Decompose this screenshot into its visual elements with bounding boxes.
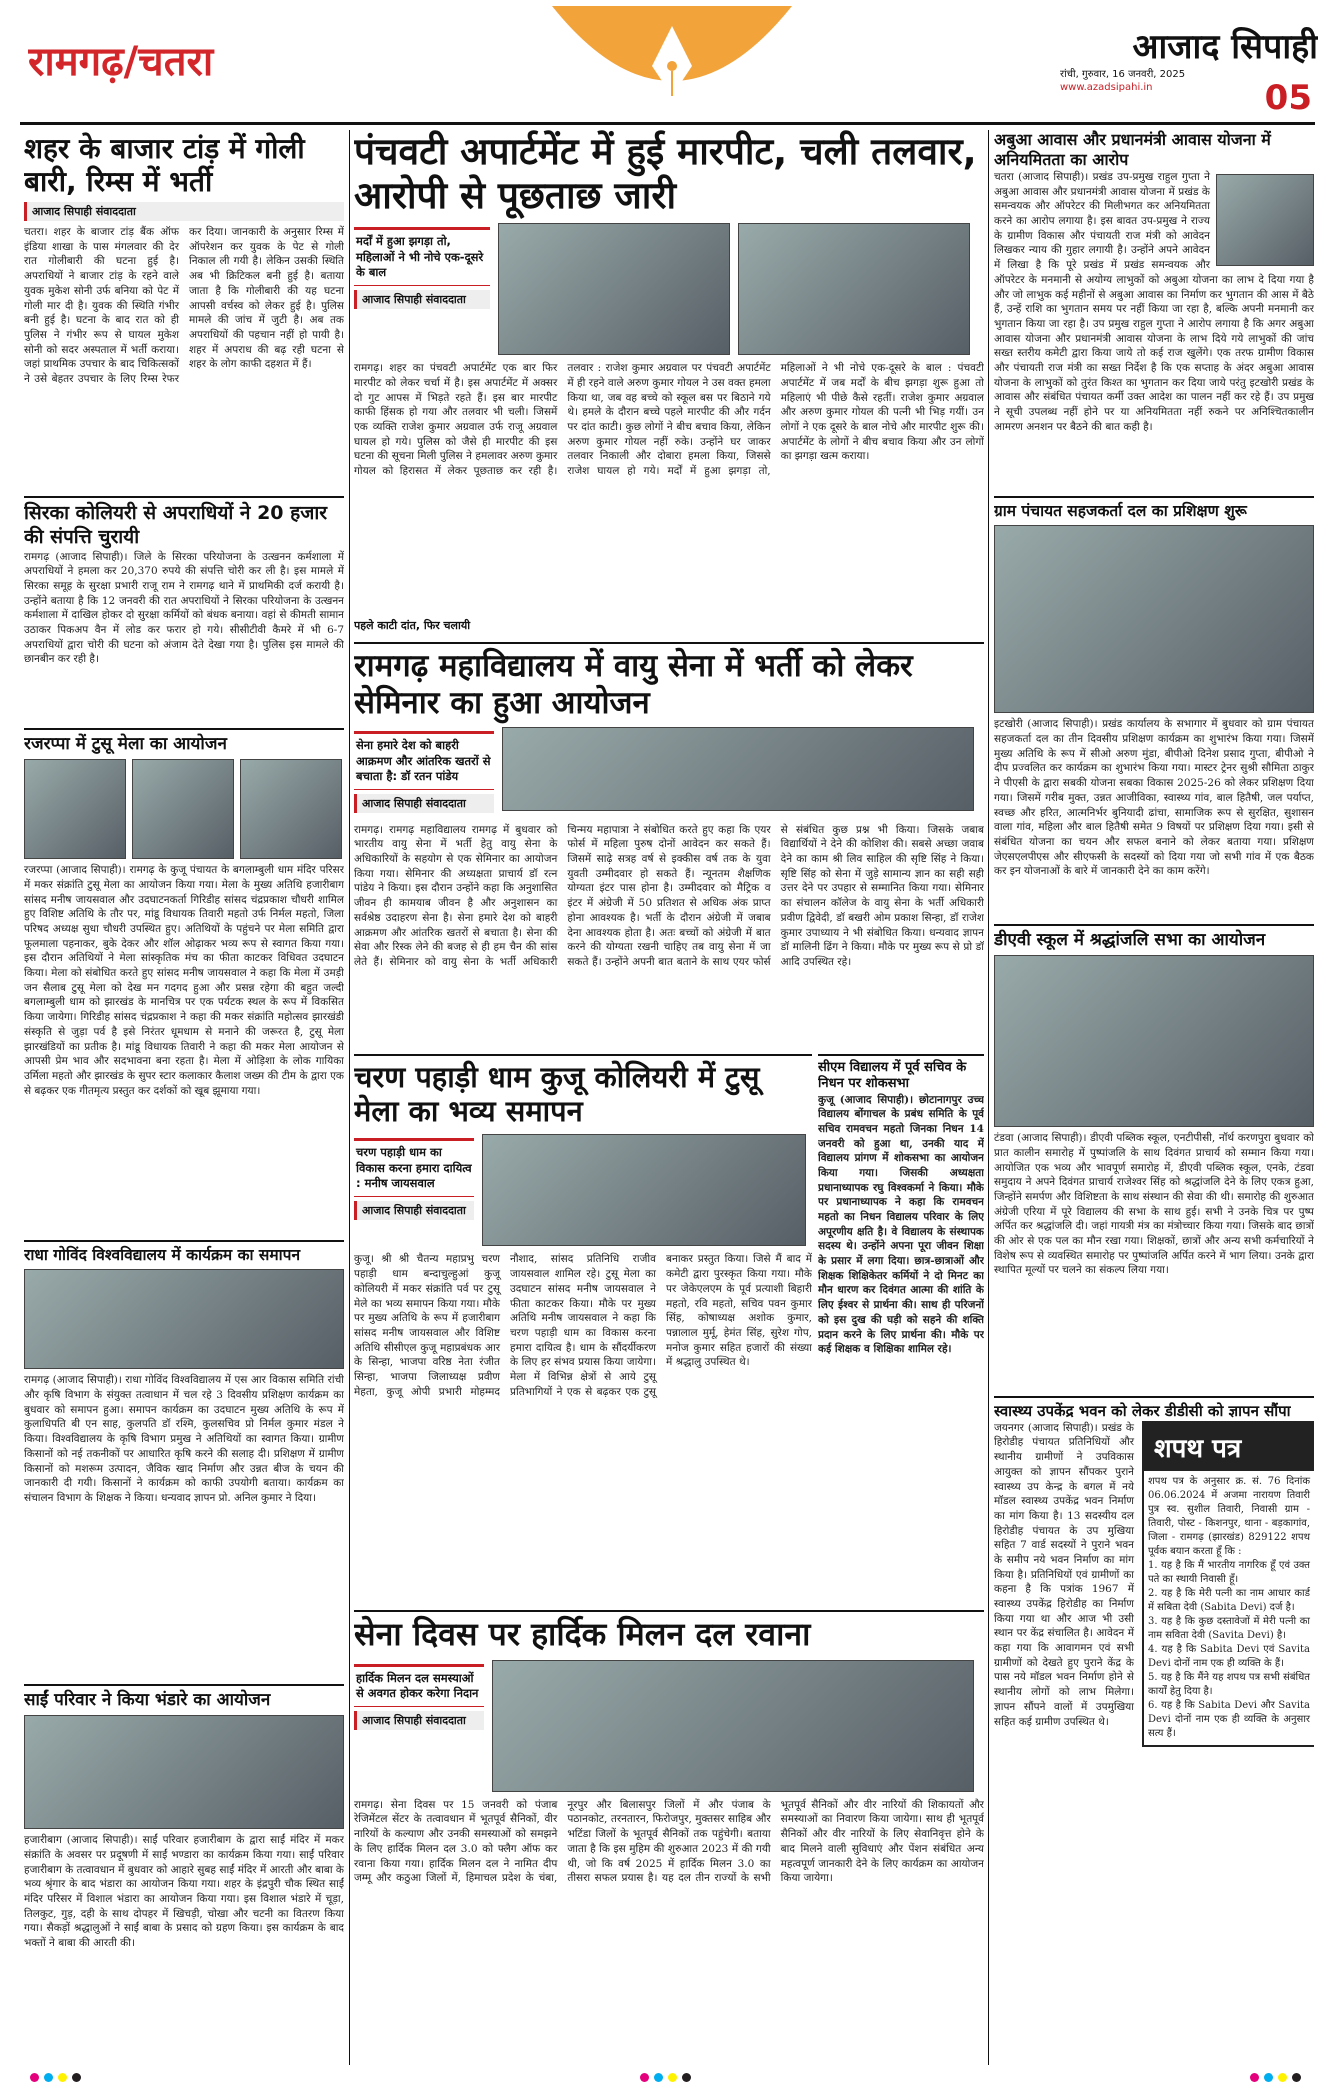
byline: आजाद सिपाही संवाददाता (24, 202, 344, 221)
column-rule (349, 130, 350, 2065)
footer-dot (1250, 2073, 1259, 2082)
pull-quote: चरण पहाड़ी धाम का विकास करना हमारा दायित्व : मनीष जायसवाल (354, 1138, 474, 1197)
article-body: टंडवा (आजाद सिपाही)। डीएवी पब्लिक स्कूल, एनटीपीसी, नॉर्थ करणपुरा बुधवार को प्रात कालीन समारोह में पुष्पांजलि के साथ दिवंगत प्राचार्य को सम्मान किया गया। आयोजित एक भव्य और भावपूर्ण समारोह में, डीएवी पब्लिक स्कूल, एनके, टंडवा समुदाय ने अपने दिवंगत प्राचार्य राजेश्वर सिंह को श्रद्धांजलि देने के लिए एकत्र हुआ, जिन्होंने समर्पण और विशिष्टता के साथ संस्थान की सेवा की थी। समारोह की शुरुआत अंग्रेजी एरिया में पूरे विद्यालय की सभा के साथ हुई। सभी ने उनके चित्र पर पुष्प अर्पित कर श्रद्धांजलि दी। जहां गायत्री मंत्र का मंत्रोच्चार किया गया। जिसके बाद छात्रों की ओर से एक पल का मौन रखा गया। शिक्षकों, छात्रों और अन्य सभी कर्मचारियों ने विशेष रूप से व्यवस्थित समारोह पर पुष्पांजलि अर्पित करने में भाग लिया। उनके द्वारा स्थापित मूल्यों पर चलने का संकल्प लिया गया। (994, 1132, 1314, 1277)
headline: सिरका कोलियरी से अपराधियों ने 20 हजार की संपत्ति चुरायी (24, 502, 328, 548)
footer-dot (654, 2073, 663, 2082)
headline: रामगढ़ महाविद्यालय में वायु सेना में भर्ती को लेकर सेमिनार का हुआ आयोजन (354, 648, 913, 721)
article-body: चतरा। शहर के बाजार टांड़ बैंक ऑफ इंडिया शाखा के पास मंगलवार की देर रात गोलीबारी की घटना हुई है। अपराधियों ने बाजार टांड़ के रहने वाले युवक मुकेश सोनी उर्फ बनिया को पेट में गोली मार दी है। युवक की स्थिति गंभीर बनी हुई है। घटना के बाद रात को ही पुलिस ने गंभीर रूप से घायल मुकेश सोनी को सदर अस्पताल में भर्ती कराया। जहां प्राथमिक उपचार के बाद चिकित्सकों ने उसे बेहतर उपचार के लिए रिम्स रेफर कर दिया। जानकारी के अनुसार रिम्स में ऑपरेशन कर युवक के पेट से गोली निकाल ली गयी है। लेकिन उसकी स्थिति अब भी क्रिटिकल बनी हुई है। बताया जाता है कि गोलीबारी की यह घटना आपसी वर्चस्व को लेकर हुई है। पुलिस मामले की जांच में जुटी है। अब तक अपराधियों की पहचान नहीं हो पायी है। शहर में अपराध की बढ़ रही घटना से शहर के लोग काफी दहशत में हैं। (24, 226, 344, 385)
headline: अबुआ आवास और प्रधानमंत्री आवास योजना में अनियमितता का आरोप (994, 130, 1271, 169)
photo (1216, 174, 1314, 266)
footer-dot (1278, 2073, 1287, 2082)
shapath-title: शपथ पत्र (1144, 1423, 1314, 1471)
footer-dot (682, 2073, 691, 2082)
article-bazar (24, 132, 344, 492)
pull-quote: मर्दों में हुआ झगड़ा तो, महिलाओं ने भी नोचे एक-दूसरे के बाल (354, 227, 490, 286)
article-body: रामगढ़। सेना दिवस पर 15 जनवरी को पंजाब रेजिमेंटल सेंटर के तत्वावधान में भूतपूर्व सैनिकों, वीर नारियों के कल्याण और उनकी समस्याओं को समझने के लिए हार्दिक मिलन दल 3.0 को फ्लैग ऑफ कर रवाना किया गया। हार्दिक मिलन दल ने नामित दीप जम्मू और कठुआ जिलों में, हिमाचल प्रदेश के चंबा, नूरपुर और बिलासपुर जिलों में और पंजाब के पठानकोट, तरनतारन, फिरोजपुर, मुक्तसर साहिब और भटिंडा जिलों के भूतपूर्व सैनिकों तक पहुंचेगी। बताया जाता है कि इस मुहिम की शुरुआत 2023 में की गयी थी, जो कि वर्ष 2025 में हार्दिक मिलन 3.0 का तीसरा सफल प्रयास है। यह दल तीन राज्यों के सभी भूतपूर्व सैनिकों और वीर नारियों की शिकायतों और समस्याओं का निवारण किया जायेगा। साथ ही भूतपूर्व सैनिकों और वीर नारियों के लिए सेवानिवृत्त होने के बाद मिलने वाली सुविधाएं और पेंशन संबंधित अन्य महत्वपूर्ण जानकारी देने के लिए कार्यक्रम का आयोजन किया जायेगा। (354, 1798, 984, 1885)
page-number: 05 (1264, 78, 1312, 118)
headline: स्वास्थ्य उपकेंद्र भवन को लेकर डीडीसी को ज्ञापन सौंपा (994, 1402, 1291, 1420)
headline: रजरप्पा में टुसू मेला का आयोजन (24, 734, 227, 754)
photo (994, 525, 1314, 713)
headline: डीएवी स्कूल में श्रद्धांजलि सभा का आयोजन (994, 930, 1266, 950)
byline: आजाद सिपाही संवाददाता (354, 1201, 474, 1220)
headline: सीएम विद्यालय में पूर्व सचिव के निधन पर शोकसभा (818, 1060, 967, 1092)
column-rule (988, 130, 989, 2065)
footer-dot (1292, 2073, 1301, 2082)
headline: चरण पहाड़ी धाम कुजू कोलियरी में टुसू मेला का भव्य समापन (354, 1060, 760, 1129)
caption: पहले काटी दांत, फिर चलायी (354, 619, 471, 632)
photo (24, 759, 126, 859)
article-swasthya (994, 1396, 1314, 2064)
headline: पंचवटी अपार्टमेंट में हुई मारपीट, चली तलवार, आरोपी से पूछताछ जारी (354, 130, 977, 217)
paper-name: आजाद सिपाही (1132, 27, 1318, 66)
footer-dot (640, 2073, 649, 2082)
article-body: रामगढ़ (आजाद सिपाही)। जिले के सिरका परियोजना के उत्खनन कर्मशाला में अपराधियों ने हमला कर 20,370 रुपये की संपत्ति चोरी कर ली है। इस मामले में सिरका समूह के सुरक्षा प्रभारी राजू राम ने रामगढ़ थाने में प्राथमिकी दर्ज करायी है। उन्होंने बताया है कि 12 जनवरी की रात अपराधियों ने सिरका परियोजना के उत्खनन कर्मशाला में दाखिल होकर दो सुरक्षा कर्मियों को बंधक बनाया। वहां से कीमती सामान उठाकर पिकअप वैन में लोड कर फरार हो गये। सीसीटीवी कैमरे में भी 6-7 अपराधियों द्वारा चोरी की घटना को अंजाम देते देखा गया है। पुलिस इस मामले की छानबीन कर रही है। (24, 550, 344, 666)
article-body: जयनगर (आजाद सिपाही)। प्रखंड के हिरोडीह पंचायत प्रतिनिधियों और स्थानीय ग्रामीणों ने उपविकास आयुक्त को ज्ञापन सौंपकर पुराने स्वास्थ्य उप केन्द्र के बगल में नये मॉडल स्वास्थ्य उपकेंद्र भवन निर्माण का मांग किया है। 13 सदस्यीय दल हिरोडीह पंचायत के उप मुखिया सहित 7 वार्ड सदस्यों ने पुराने भवन के समीप नये भवन निर्माण का मांग किया है। प्रतिनिधियों एवं ग्रामीणों का कहना है कि पत्रांक 1967 में स्वास्थ्य उपकेंद्र हिरोडीह का निर्माण किया गया था और आज भी उसी स्थान पर केंद्र संचालित है। आवेदन में कहा गया कि आवागमन एवं सभी ग्रामीणों को देखते हुए पुराने केंद्र के पास नये मॉडल भवन निर्माण होने से स्थानीय लोगों को लाभ मिलेगा। ज्ञापन सौंपने वालों में उपमुखिया सहित कई ग्रामीण उपस्थित थे। (994, 1421, 1134, 1728)
photo (498, 223, 730, 355)
article-shraddhanjali (818, 1054, 984, 1604)
article-body: रामगढ़। शहर का पंचवटी अपार्टमेंट एक बार फिर मारपीट को लेकर चर्चा में है। इस अपार्टमेंट में अक्सर दो गुट आपस में भिड़ते रहते हैं। इस बार मारपीट काफी हिंसक हो गया और तलवार भी चली। जिसमें एक व्यक्ति राजेश कुमार अग्रवाल उर्फ राजू अग्रवाल घायल हो गये। पुलिस को जैसे ही मारपीट की इस घटना की सूचना मिली पुलिस ने हमलावर अरुण कुमार गोयल को हिरासत में लेकर पूछताछ कर रही है। तलवार : राजेश कुमार अग्रवाल पर पंचवटी अपार्टमेंट में ही रहने वाले अरुण कुमार गोयल ने उस वक्त हमला किया था, जब वह बच्चे को स्कूल बस पर बिठाने गये थे। हमले के दौरान बच्चे पहले मारपीट की और गर्दन पर दांत काटी। कुछ लोगों ने बीच बचाव किया, लेकिन अरुण कुमार गोयल नहीं रुके। उन्होंने घर जाकर तलवार निकाली और दोबारा हमला किया, जिससे राजेश घायल हो गये। मर्दों में हुआ झगड़ा तो, महिलाओं ने भी नोचे एक-दूसरे के बाल : पंचवटी अपार्टमेंट में जब मर्दों के बीच झगड़ा शुरू हुआ तो महिलाएं भी पीछे कैसे रहतीं। राजेश कुमार अग्रवाल और अरुण कुमार गोयल की पत्नी भी भिड़ गयीं। उन लोगों ने एक दूसरे के बाल नोचे और मारपीट शुरू की। अपार्टमेंट के लोगों ने बीच बचाव किया और उन लोगों का झगड़ा खत्म कराया। (354, 362, 984, 478)
headline: राधा गोविंद विश्वविद्यालय में कार्यक्रम का समापन (24, 1246, 301, 1264)
byline: आजाद सिपाही संवाददाता (354, 794, 494, 813)
article-gram (994, 496, 1314, 920)
pen-logo (552, 6, 792, 124)
shapath-body: शपथ पत्र के अनुसार क्र. सं. 76 दिनांक 06.06.2024 में अजमा नारायण तिवारी पुत्र स्व. सुशील तिवारी, निवासी ग्राम - तिवारी, पोस्ट - किशनपुर, थाना - बड़कागांव, जिला - रामगढ़ (झारखंड) 829122 शपथ पूर्वक बयान करता हूँ कि : 1. यह है कि मैं भारतीय नागरिक हूँ एवं उक्त पते का स्थायी निवासी हूँ। 2. यह है कि मेरी पत्नी का नाम आधार कार्ड में सबिता देवी (Sabita Devi) दर्ज है। 3. यह है कि कुछ दस्तावेजों में मेरी पत्नी का नाम सविता देवी (Savita Devi) है। 4. यह है कि Sabita Devi एवं Savita Devi दोनों नाम एक ही व्यक्ति के हैं। 5. यह है कि मैंने यह शपथ पत्र सभी संबंधित कार्यों हेतु दिया है। 6. यह है कि Sabita Devi और Savita Devi दोनों नाम एक ही व्यक्ति के अनुसार सत्य हैं। (1148, 1475, 1310, 1739)
byline: आजाद सिपाही संवाददाता (354, 290, 490, 309)
edition-name: रामगढ़/चतरा (28, 39, 214, 85)
article-panchvati (354, 130, 984, 640)
headline: शहर के बाजार टांड़ में गोली बारी, रिम्स में भर्ती (24, 132, 305, 199)
website: www.azadsipahi.in (1060, 82, 1153, 93)
article-body: रामगढ़ (आजाद सिपाही)। राधा गोविंद विश्वविद्यालय में एस आर विकास समिति रांची और कृषि विभाग के संयुक्त तत्वाधान में चल रहे 3 दिवसीय प्रशिक्षण कार्यक्रम का बुधवार को समापन हुआ। समापन कार्यक्रम का उदघाटन मुख्य अतिथि के रूप में कुलाधिपति बी एन साह, कुलपति डॉ रश्मि, कुलसचिव प्रो निर्मल कुमार मंडल ने किया। विश्वविद्यालय के कृषि विभाग प्रमुख ने अतिथियों का स्वागत किया। ग्रामीण किसानों को नई तकनीकों पर आधारित कृषि करने की सलाह दी। प्रशिक्षण में ग्रामीण किसानों को मशरूम उत्पादन, जैविक खाद निर्माण और उन्नत बीज के चयन की जानकारी दी गयी। किसानों ने कार्यक्रम को काफी उपयोगी बताया। कार्यक्रम का संचालन विभाग के शिक्षक ने किया। धन्यवाद ज्ञापन प्रो. अनिल कुमार ने दिया। (24, 1374, 344, 1504)
footer-dot (72, 2073, 81, 2082)
photo (492, 1660, 974, 1792)
photo (502, 727, 974, 811)
shapath-patra-box (1142, 1421, 1314, 1747)
article-body: रजरप्पा (आजाद सिपाही)। रामगढ़ के कुजू पंचायत के बगलाम्बुली धाम मंदिर परिसर में मकर संक्रांति टुसू मेला का आयोजन किया गया। मेला के मुख्य अतिथि हजारीबाग सांसद मनीष जायसवाल और उदघाटनकर्ता गिरिडीह सांसद चंद्रप्रकाश चौधरी शामिल हुए विशिष्ट अतिथि के तौर पर, मांडू विधायक तिवारी महतो उर्फ निर्मल महतो, जिला परिषद अध्यक्ष सुधा चौधरी उपस्थित हुए। अतिथियों के पहुंचने पर मेला समिति द्वारा फूलमाला पहनाकर, बुके देकर और शॉल ओढ़ाकर भव्य रूप से स्वागत किया गया। इस दौरान अतिथियों ने मेला सांस्कृतिक मंच का फीता काटकर विधिवत उदघाटन किया। मेला को संबोधित करते हुए सांसद मनीष जायसवाल ने कहा कि मेला में उमड़ी जन सैलाब टुसू मेला को देख मन गदगद हुआ और प्रसन्न रहेगा की बहुत जल्दी बगलाम्बुली धाम को झारखंड के मानचित्र पर एक पर्यटक स्थल के रूप में विकसित किया जायेगा। गिरिडीह सांसद चंद्रप्रकाश ने कहा की मकर संक्रांति महोत्सव झारखंडी संस्कृति से जुड़ा पर्व है इसे निरंतर धूमधाम से मनाने की जरूरत है, टुसू मेला झारखंडियों का प्रतीक है। मांडू विधायक तिवारी ने कहा की मकर मेला आयोजन से आपसी प्रेम भाव और सदभावना बना रहता है। मेला में ओड़िशा के लोक गायिका उर्मिला महतो और झारखंड के सुपर स्टार कलाकार कैलाश जख्म की टीम के द्वारा एक से बढ़कर एक गीतमृत्य प्रस्तुत कर दर्शकों को खूब झूमाया गया। (24, 864, 344, 1097)
article-senadiwas (354, 1610, 984, 2064)
article-body: हजारीबाग (आजाद सिपाही)। साईं परिवार हजारीबाग के द्वारा साईं मंदिर में मकर संक्रांति के अवसर पर प्रदूषणी में साईं भण्डारा का कार्यक्रम किया गया। साईं परिवार हजारीबाग के तत्वावधान में बुधवार को आहारे सुबह साईं मंदिर में आरती और बाबा के भव्य श्रृंगार के बाद भंडारा का आयोजन किया गया। शहर के इंद्रपुरी चौक स्थित साईं मंदिर परिसर में विशाल भंडारा का आयोजन किया गया। इस विशाल भंडारे में चूड़ा, तिलकुट, गुड़, दही के साथ दोपहर में खिचड़ी, चोखा और चटनी का वितरण किया गया। सैकड़ों श्रद्धालुओं ने साईं बाबा के प्रसाद को ग्रहण किया। इस कार्यक्रम के बाद भक्तों ने बाबा की आरती की। (24, 1834, 344, 1950)
footer-dot (668, 2073, 677, 2082)
article-sai (24, 1684, 344, 2064)
article-body: कुजू (आजाद सिपाही)। छोटानागपुर उच्च विद्यालय बोंगाचल के प्रबंध समिति के पूर्व सचिव रामवचन महतो जिनका निधन 14 जनवरी को हुआ था, उनकी याद में विद्यालय प्रांगण में शोकसभा का आयोजन किया गया। जिसकी अध्यक्षता प्रधानाध्यापक रघु विश्वकर्मा ने किया। मौके पर प्रधानाध्यापक ने कहा कि रामवचन महतो का निधन विद्यालय परिवार के लिए अपूरणीय क्षति है। वे विद्यालय के संस्थापक सदस्य थे। उन्होंने अपना पूरा जीवन शिक्षा के प्रसार में लगा दिया। छात्र-छात्राओं और शिक्षक शिक्षिकेतर कर्मियों ने दो मिनट का मौन धारण कर दिवंगत आत्मा की शांति के लिए ईश्वर से प्रार्थना की। साथ ही परिजनों को इस दुख की घड़ी को सहने की शक्ति प्रदान करने के लिए प्रार्थना की। मौके पर कई शिक्षक व शिक्षिका शामिल रहे। (818, 1093, 984, 1356)
article-rajrappa (24, 728, 344, 1236)
photo (994, 955, 1314, 1127)
article-charan (354, 1054, 812, 1604)
article-body: रामगढ़। रामगढ़ महाविद्यालय रामगढ़ में बुधवार को भारतीय वायु सेना में भर्ती हेतु वायु सेना के अधिकारियों के सहयोग से एक सेमिनार का आयोजन किया गया। सेमिनार की अध्यक्षता प्राचार्य डॉ रत्न पांडेय ने किया। इस दौरान उन्होंने कहा कि अनुशासित जीवन ही कामयाब जीवन है और अनुशासन का सर्वश्रेष्ठ उदाहरण सेना है। सेना हमारे देश को बाहरी आक्रमण और आंतरिक खतरों से बचाता है। सेना की सेवा और रिस्क लेने की बजह से ही हम चैन की सांस लेते हैं। सेमिनार को वायु सेना के भर्ती अधिकारी चिन्मय महापात्रा ने संबोधित करते हुए कहा कि एयर फोर्स में महिला पुरुष दोनों आवेदन कर सकते हैं। जिसमें साढ़े सत्रह वर्ष से इक्कीस वर्ष तक के युवा युवती उम्मीदवार हो सकते हैं। न्यूनतम शैक्षणिक योग्यता इंटर पास होना है। उम्मीदवार को मैट्रिक व इंटर में अंग्रेजी में 50 प्रतिशत से अधिक अंक प्राप्त होना आवश्यक है। भर्ती के दौरान अंग्रेजी में जबाब देना आवश्यक होता है। अतः बच्चों को अंग्रेजी में बात करने की योग्यता रखनी चाहिए तब वायु सेना में जा सकते हैं। उन्होंने अपनी बात बताने के साथ एयर फोर्स से संबंधित कुछ प्रश्न भी किया। जिसके जबाब विद्यार्थियों ने देने की कोशिश की। सबसे अच्छा जवाब देने का काम श्री लिव साहिल की सृष्टि सिंह ने किया। सृष्टि सिंह को सेना में जुड़े सामान्य ज्ञान का सही सही उत्तर देने पर उपहार से सम्मानित किया गया। सेमिनार का संचालन कॉलेज के वायु सेना के भर्ती अधिकारी प्रवीण द्विवेदी, डॉ बखरी ओम प्रकाश सिन्हा, डॉ राजेश कुमार उपाध्याय ने भी संबोधित किया। धन्यवाद ज्ञापन डॉ मालिनी ढिंग ने किया। मौके पर मुख्य रूप से प्रो डॉ आदि उपस्थित रहे। (354, 823, 984, 968)
headline: ग्राम पंचायत सहजकर्ता दल का प्रशिक्षण शुरू (994, 502, 1247, 520)
headline: साईं परिवार ने किया भंडारे का आयोजन (24, 1690, 271, 1710)
article-sirka (24, 496, 344, 724)
byline: आजाद सिपाही संवाददाता (354, 1711, 484, 1730)
footer-dot (44, 2073, 53, 2082)
footer-dot (58, 2073, 67, 2082)
photo (24, 1715, 344, 1829)
photo (240, 759, 342, 859)
pull-quote: सेना हमारे देश को बाहरी आक्रमण और आंतरिक खतरों से बचाता है: डॉ रतन पांडेय (354, 731, 494, 790)
footer-dot (1264, 2073, 1273, 2082)
article-body: कुजू। श्री श्री चैतन्य महाप्रभु चरण पहाड़ी धाम बन्दाचुल्हुआं कुजू कोलियरी में मकर संक्रांति पर्व पर टुसू मेले का भव्य समापन किया गया। मौके पर मुख्य अतिथि के रूप में हजारीबाग सांसद मनीष जायसवाल और विशिष्ट अतिथि सीसीएल कुजू महाप्रबंधक आर के सिन्हा, भाजपा वरिष्ठ नेता रंजीत सिन्हा, भाजपा जिलाध्यक्ष प्रवीण मेहता, कुजू ओपी प्रभारी मोहम्मद नौशाद, सांसद प्रतिनिधि राजीव जायसवाल शामिल रहे। टुसू मेला का उदघाटन सांसद मनीष जायसवाल ने फीता काटकर किया। मौके पर मुख्य अतिथि मनीष जायसवाल ने कहा कि चरण पहाड़ी धाम का विकास करना हमारा दायित्व है। धाम के सौंदर्यीकरण के लिए हर संभव प्रयास किया जायेगा। मेला में विभिन्न क्षेत्रों से आये टुसू प्रतिभागियों ने एक से बढ़कर एक टुसू बनाकर प्रस्तुत किया। जिसे मैं बाद में कमेटी द्वारा पुरस्कृत किया गया। मौके पर जेकेएलएम के पूर्व प्रत्याशी बिहारी महतो, रवि महतो, सचिव पवन कुमार सिंह, कोषाध्यक्ष अशोक कुमार, पन्नालाल मुर्मू, हेमंत सिंह, सुरेश गोप, मनोज कुमार सहित हजारों की संख्या में श्रद्धालु उपस्थित थे। (354, 1253, 812, 1398)
pull-quote: हार्दिक मिलन दल समस्याओं से अवगत होकर करेगा निदान (354, 1664, 484, 1707)
footer-dot (30, 2073, 39, 2082)
article-radha (24, 1240, 344, 1680)
photo (738, 223, 970, 355)
photo (132, 759, 234, 859)
article-dav (994, 924, 1314, 1392)
photo (482, 1134, 806, 1246)
article-body: इटखोरी (आजाद सिपाही)। प्रखंड कार्यालय के सभागार में बुधवार को ग्राम पंचायत सहजकर्ता दल का तीन दिवसीय प्रशिक्षण कार्यक्रम का शुभारंभ किया गया। जिसमें मुख्य अतिथि के रूप में सीओ अरुण मुंडा, बीपीओ दिनेश प्रसाद गुप्ता, बीपीओ ने दीप प्रज्वलित कर कार्यक्रम का शुभारंभ किया गया। मास्टर ट्रेनर सुश्री सौमिता ठाकुर ने पीएसी के द्वारा सबकी योजना सबका विकास 2025-26 को लेकर प्रशिक्षण दिया गया। जिसमें गरीब मुक्त, उन्नत आजीविका, स्वास्थ्य गांव, बाल हितैषी, जल पर्याप्त, स्वच्छ और हरित, आत्मनिर्भर बुनियादी ढांचा, सामाजिक रूप से सुरक्षित, सुशासन वाला गांव, महिला और बाल हितैषी समेत 9 विषयों पर प्रशिक्षण दिया गया। इसी से संबंधित योजना का चयन और सफल बनाने को लेकर बताया गया। प्रशिक्षण जेएसएलपीएस और सीएफसी के सदस्यों को दिया गया जो सभी गांव में एक बैठक कर इन योजनाओं के बारे में जानकारी देने का काम करेंगे। (994, 718, 1314, 878)
photo (24, 1269, 344, 1369)
masthead-rule (20, 122, 1315, 125)
article-abua (994, 130, 1314, 494)
article-vayusena (354, 642, 984, 1050)
headline: सेना दिवस पर हार्दिक मिलन दल रवाना (354, 1615, 811, 1653)
article-body: चतरा (आजाद सिपाही)। प्रखंड उप-प्रमुख राहुल गुप्ता ने अबुआ आवास और प्रधानमंत्री आवास योजना में प्रखंड के समन्वयक और ऑपरेटर की मिलीभगत कर अनियमितता करने का आरोप लगाया है। इस बावत उप-प्रमुख ने राज्य के ग्रामीण विकास और पंचायती राज मंत्री को आवेदन लिखकर न्याय की गुहार लगायी है। उन्होंने अपने आवेदन में लिखा है कि पूरे प्रखंड में प्रखंड समन्वयक और ऑपरेटर के मनमानी से अयोग्य लाभुकों को अबुआ योजना का लाभ दे दिया गया है और जो लाभुक कई महीनों से अबुआ आवास का निर्माण कर भुगतान की आस में बैठे हैं, उन्हें राशि का भुगतान समय पर नहीं किया जा रहा है, बल्कि अपनी मनमानी कर भुगतान किया जा रहा है। उप प्रमुख राहुल गुप्ता ने आरोप लगाया है कि अगर अबुआ आवास योजना और प्रधानमंत्री आवास योजना के लाभ दिये गये लाभुकों की जांच सख्त स्तरीय कमेटी द्वारा किया जाये तो कई राज खुलेंगे। एक तरफ ग्रामीण विकास और पंचायती राज मंत्री का सख्त निर्देश है कि एक सप्ताह के अंदर अबुआ आवास योजना के लाभुकों को तुरंत किश्त का भुगतान कर दिया जाये परंतु इटखोरी प्रखंड के आवास और संबंधित पंचायत कर्मी उक्त आदेश का पालन नहीं कर रहे हैं। उप प्रमुख ने सूची उपलब्ध नहीं होने पर या अनियमितता नहीं रुकने पर अनिश्चितकालीन आमरण अनशन पर बैठने की बात कही है। (994, 171, 1314, 433)
date-line: रांची, गुरुवार, 16 जनवरी, 2025 (1060, 69, 1186, 80)
